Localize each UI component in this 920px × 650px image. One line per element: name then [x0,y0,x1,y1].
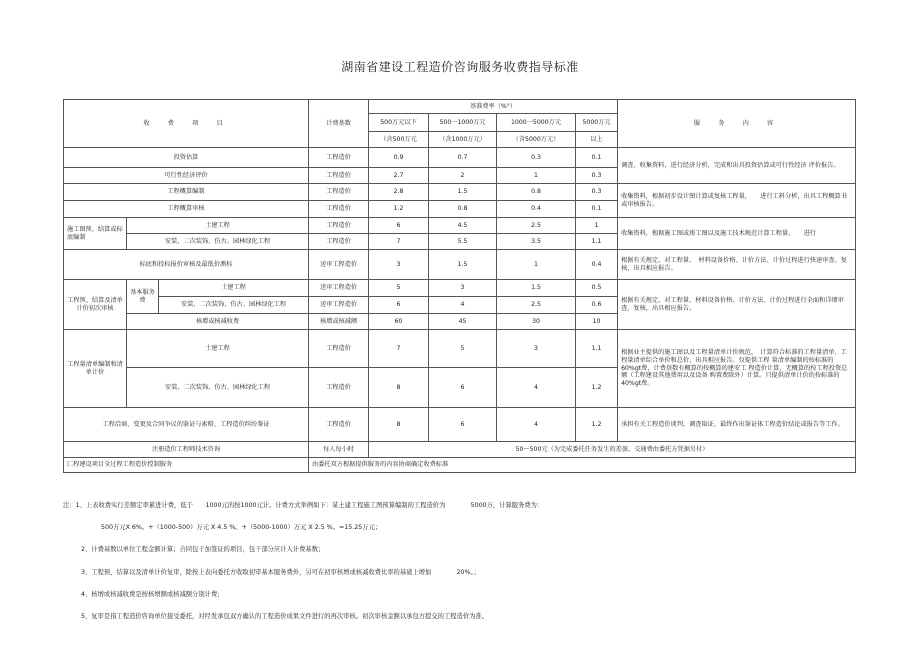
service-cell: 收集资料，根据初步设计图计算或复核工程量， 进行工料分析，出具工程概算书或审核报告。 [618,184,856,218]
rate-cell: 2 [429,168,497,184]
rate-cell: 8 [369,368,429,408]
rate-cell: 4 [497,368,576,408]
rate-cell: 1.1 [576,330,618,368]
rate-cell: 3.5 [497,234,576,250]
tier-4-bottom: 以上 [576,132,618,148]
item-cell: 可行性经济评价 [64,168,309,184]
group-cell: 工程预、结算及清单计价初次审核 [64,280,127,330]
rate-cell: 60 [369,314,429,330]
item-cell: 土建工程 [159,280,309,297]
service-cell: 根据有关规定，对工程量、材料设备价格、计价方法、计价过程进行全面和详细审查，复核，出具相应报告。 [618,280,856,330]
rate-cell: 3 [497,330,576,368]
basis-cell: 工程造价 [309,218,369,234]
tier-2-top: 500一1000万元 [429,114,497,132]
rate-cell: 45 [429,314,497,330]
note-1: 注：1、上表收费实行差额定率累进计费，低于 1000元的按1000元计。计费方式举例如下：某土建工程施工图预算编制的工程造价为 5000万，计算服务费为： [63,502,544,509]
rate-cell: 2.5 [497,297,576,314]
basis-cell: 送审工程造价 [309,250,369,280]
basis-cell: 工程造价 [309,408,369,442]
tier-4-top: 5000万元 [576,114,618,132]
table-row [64,218,856,234]
rate-cell: 6 [369,218,429,234]
rate-cell: 2.5 [497,218,576,234]
tier-3-top: 1000一5000万元 [497,114,576,132]
rate-cell: 5.5 [429,234,497,250]
rate-cell: 5 [369,280,429,297]
rate-cell: 0.4 [576,250,618,280]
basis-cell: 工程造价 [309,368,369,408]
rate-cell: 3 [429,280,497,297]
note-3: 3、工程预、结算以及清单计价复审，除按上表向委托方收取初审基本服务费外，另可在初审核增或核减收费比率的基础上增加 20%。； [81,568,480,576]
rate-cell: 1 [497,168,576,184]
rate-cell: 7 [369,234,429,250]
rate-cell: 4 [429,297,497,314]
item-cell: 工程洽商、变更及合同争议的鉴证与索赔、工程造价纠纷鉴证 [64,408,309,442]
rate-cell: 7 [369,330,429,368]
sub-group-cell: 基本服务费 [127,280,159,314]
group-cell: 施工图预、结算或标底编制 [64,218,127,250]
note-4: 4、核增或核减收费是按核增额或核减额分别计费； [81,590,224,598]
rate-cell: 1 [497,250,576,280]
item-cell: 核增或核减收费 [127,314,309,330]
table-row [64,408,856,442]
table-row [64,458,856,473]
basis-cell: 核增或核减额 [309,314,369,330]
basis-cell: 送审工程造价 [309,280,369,297]
header-service: 服 务 内 容 [618,100,856,148]
rate-cell: 4 [497,408,576,442]
basis-cell: 工程造价 [309,234,369,250]
rate-cell: 0.1 [576,148,618,168]
rate-cell: 1.1 [576,234,618,250]
fee-standard-table [63,99,865,473]
table-row [64,442,856,458]
rate-cell: 0.8 [497,184,576,201]
tier-1-bottom: （含500万元 [369,132,429,148]
rate-cell: 0.3 [576,168,618,184]
rate-cell: 0.8 [429,201,497,218]
note-5: 5、复审是指工程造价咨询单位接受委托，对经发承包双方确认的工程造价成果文件进行的再次审核。初次审核金额以承包方提交的工程造价为准。 [81,612,489,620]
item-cell: 投资估算 [64,148,309,168]
service-cell: 承担有关工程造价谈判、调查取证，最终作出鉴证体工程造价结论或报告等工作。 [618,408,856,442]
value-cell: 由委托双方根据提供服务的内容协商确定收费标准 [309,458,856,473]
document-title: 湖南省建设工程造价咨询服务收费指导标准 [341,60,579,74]
rate-cell: 6 [369,297,429,314]
basis-cell: 每人每小时 [309,442,369,458]
rate-cell: 8 [369,408,429,442]
basis-cell: 送审工程造价 [309,297,369,314]
rate-cell: 0.9 [369,148,429,168]
rate-cell: 1.2 [576,368,618,408]
table-row [64,250,856,280]
basis-cell: 工程造价 [309,148,369,168]
rate-cell: 1.5 [429,184,497,201]
header-rate-group: 基准费率（%°） [369,100,618,114]
item-cell: 标底和投标报价审核及最低价测标 [64,250,309,280]
basis-cell: 工程造价 [309,168,369,184]
header-basis: 计费基数 [309,100,369,148]
rate-cell: 1.2 [576,408,618,442]
item-cell: 匚程建设项目全过程工程造价控制服务 [64,458,309,473]
tier-1-top: 500万元以下 [369,114,429,132]
item-cell: 工程概算编制 [64,184,309,201]
service-cell: 收集资料，根据施工图或竣工图以及施工技术规范计算工程量， 进行 [618,218,856,250]
rate-cell: 6 [429,368,497,408]
note-2: 2、计费基数以单位工程金额计算；合同包干加签证的项目，包干部分应计入计费基数； [81,546,325,554]
tier-3-bottom: （含5000万元） [497,132,576,148]
table-header-row [64,100,856,114]
rate-cell: 1.5 [497,280,576,297]
service-cell: 根据业主提供的施工图以及工程量清单计价规范， 计算符合标准的工程量清单、工程量清单综合单价和总价，出具相应报告。仅提供工程 量清单编制的按标准的60%gt费，计费基数有概算的按概算的建安工 程造价计算，无概算的按工程投资总额（工程建设其他费用以及设备 购置费除外）计算。只提供清单计价的按标准的 40%gt费。 [618,330,856,408]
table-row [64,184,856,201]
note-1-example: 500万元X 6%。+（1000-500）万元 X 4.5 %。+（5000-1000）万元 X 2.5 %。=15.25万元； [101,524,382,532]
rate-cell: 1 [576,218,618,234]
item-cell: 安装、二次装饰、仿古、园林绿化工程 [127,234,309,250]
rate-cell: 0.5 [576,280,618,297]
item-cell: 注册造价工程师技术咨询 [64,442,309,458]
rate-cell: 0.6 [576,297,618,314]
table-row [64,280,856,297]
basis-cell: 工程造价 [309,184,369,201]
value-cell: 50～500元（为完成委托任务发生的差旅、交通费由委托方凭据另付） [369,442,856,458]
item-cell: 土建工程 [127,218,309,234]
rate-cell: 30 [497,314,576,330]
basis-cell: 工程造价 [309,330,369,368]
rate-cell: 5 [429,330,497,368]
rate-cell: 2.7 [369,168,429,184]
table-row [64,330,856,368]
item-cell: 安装、二次装饰、仿古、园林绿化工程 [127,368,309,408]
rate-cell: 0.1 [576,201,618,218]
service-cell: 调查、收集资料，进行经济分析，完成和出具投资估算或可行性经济 评价报告。 [618,148,856,184]
rate-cell: 3 [369,250,429,280]
basis-cell: 工程造价 [309,201,369,218]
rate-cell: 10 [576,314,618,330]
rate-cell: 0.4 [497,201,576,218]
item-cell: 安装、二次装饰、仿古、园林绿化工程 [159,297,309,314]
rate-cell: 0.7 [429,148,497,168]
service-cell: 根据有关规定，对工程量、 材料设备价格、计价方法、计价过程进行快速审查、复核，出具相应报告。 [618,250,856,280]
header-item: 收 费 项 目 [64,100,309,148]
rate-cell: 1.5 [429,250,497,280]
table-row [64,148,856,168]
rate-cell: 6 [429,408,497,442]
rate-cell: 1.2 [369,201,429,218]
rate-cell: 0.3 [497,148,576,168]
item-cell: 工程概算审核 [64,201,309,218]
notes-section [63,502,863,621]
rate-cell: 0.3 [576,184,618,201]
tier-2-bottom: （含1000万元） [429,132,497,148]
item-cell: 土建工程 [127,330,309,368]
group-cell: 工程量清单编制和清单计价 [64,330,127,408]
rate-cell: 2.8 [369,184,429,201]
rate-cell: 4.5 [429,218,497,234]
